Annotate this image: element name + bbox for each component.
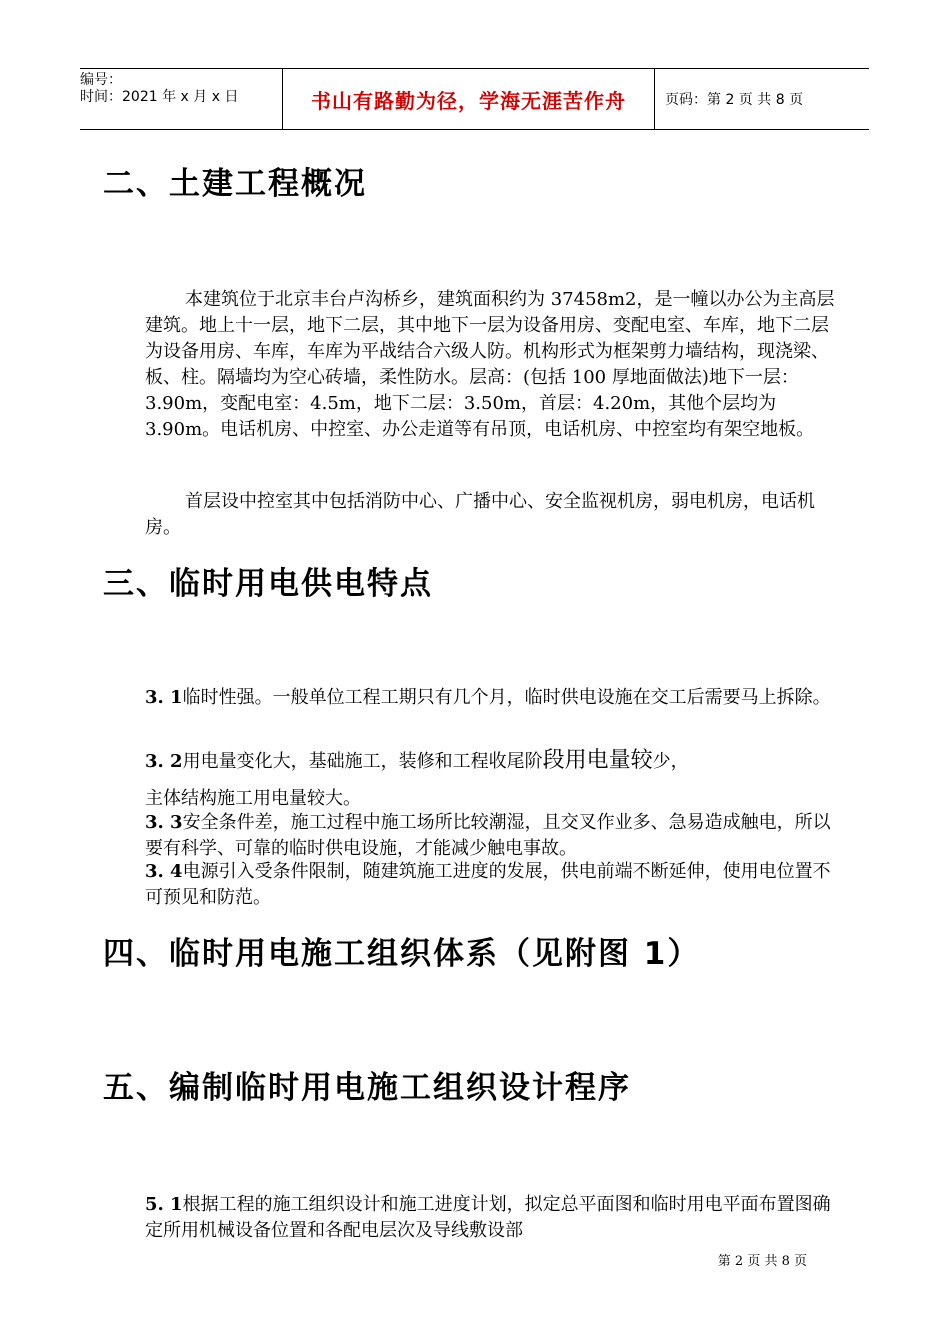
item-3-3-text: 安全条件差，施工过程中施工场所比较潮湿，且交叉作业多、急易造成触电，所以要有科学、可靠的临时供电设施，才能减少触电事故。	[145, 812, 831, 859]
item-3-2	[145, 748, 835, 775]
section-3-title: 三、临时用电供电特点	[103, 566, 433, 602]
item-3-3-number: 3. 3	[145, 812, 183, 833]
item-3-1-text: 临时性强。一般单位工程工期只有几个月，临时供电设施在交工后需要马上拆除。	[182, 687, 831, 708]
item-5-1	[145, 1192, 835, 1244]
item-3-2-text-b: 少，	[652, 751, 689, 772]
item-3-2-text-large: 段用电量较	[542, 748, 653, 773]
section-5-title: 五、编制临时用电施工组织设计程序	[103, 1070, 631, 1106]
page-footer: 第 2 页 共 8 页	[717, 1254, 807, 1269]
page-header	[80, 68, 869, 130]
section-2-paragraph-2: 首层设中控室其中包括消防中心、广播中心、安全监视机房，弱电机房，电话机房。	[145, 491, 815, 538]
item-5-1-number: 5. 1	[145, 1194, 183, 1215]
header-meta	[80, 69, 283, 129]
header-motto: 书山有路勤为径，学海无涯苦作舟	[283, 69, 655, 129]
item-3-1	[145, 685, 835, 711]
item-3-2-number: 3. 2	[145, 751, 183, 772]
section-2-title: 二、土建工程概况	[103, 166, 367, 202]
section-2-paragraph-1: 本建筑位于北京丰台卢沟桥乡，建筑面积约为 37458m2，是一幢以办公为主高层建筑。地上十一层，地下二层，其中地下一层为设备用房、变配电室、车库，地下二层为设备用房、车库，车库为平战结合六级人防。机构形式为框架剪力墙结构，现浇梁、板、柱。隔墙均为空心砖墙，柔性防水。层高：(包括 100 厚地面做法)地下一层：3.90m，变配电室：4.5m，地下二层：3.50m，首层：4.20m，其他个层均为 3.90m。电话机房、中控室、办公走道等有吊顶，电话机房、中控室均有架空地板。	[145, 289, 835, 440]
item-3-3	[145, 810, 835, 862]
item-3-4-number: 3. 4	[145, 861, 183, 882]
item-5-1-text: 根据工程的施工组织设计和施工进度计划，拟定总平面图和临时用电平面布置图确定所用机械设备位置和各配电层次及导线敷设部	[145, 1194, 831, 1241]
serial-label: 编号：	[80, 72, 122, 88]
section-4-title: 四、临时用电施工组织体系（见附图 1）	[103, 936, 701, 972]
date-line: 时间：2021 年 x 月 x 日	[80, 89, 239, 105]
item-3-2-text-a: 用电量变化大，基础施工，装修和工程收尾阶	[182, 751, 543, 772]
item-3-4	[145, 859, 835, 911]
item-3-1-number: 3. 1	[145, 687, 183, 708]
item-3-2-continued: 主体结构施工用电量较大。	[145, 788, 361, 809]
header-page-info: 页码：第 2 页 共 8 页	[665, 92, 804, 108]
item-3-4-text: 电源引入受条件限制，随建筑施工进度的发展，供电前端不断延伸，使用电位置不可预见和防范。	[145, 861, 831, 908]
